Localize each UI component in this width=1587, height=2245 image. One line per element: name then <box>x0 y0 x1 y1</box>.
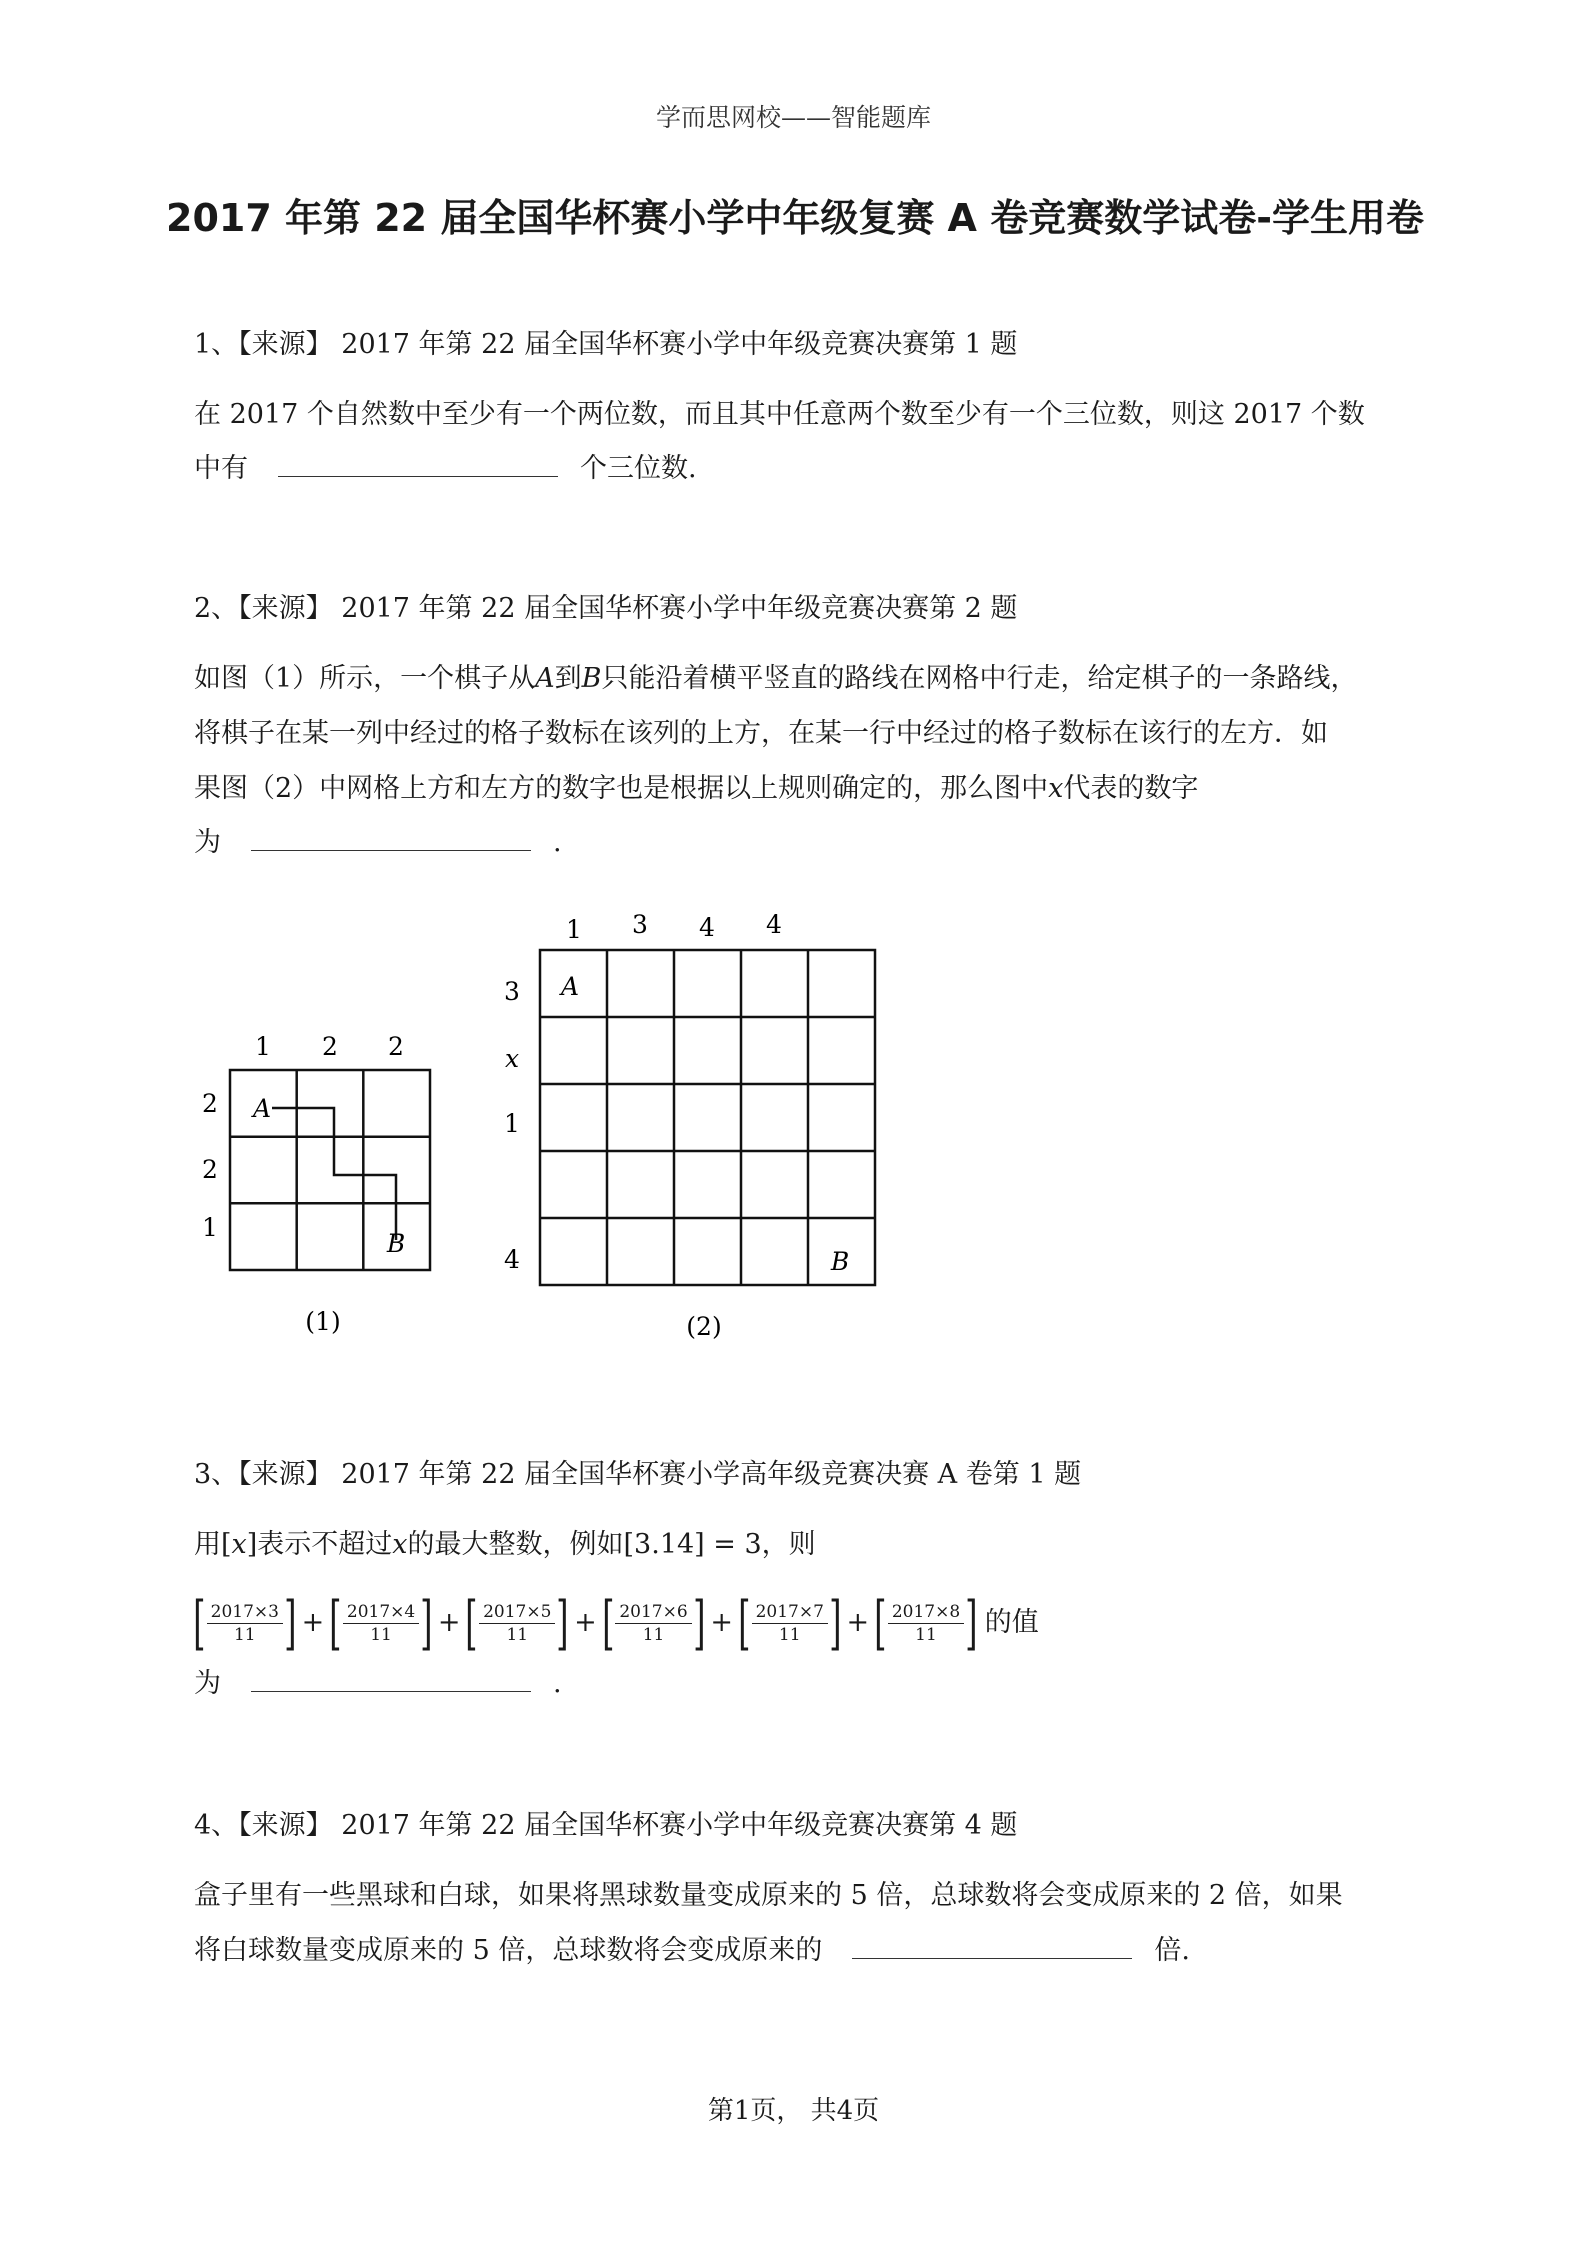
plus-sign: + <box>301 1607 325 1638</box>
q1-answer-blank[interactable] <box>278 450 558 477</box>
fig2-left-x: x <box>504 1044 520 1073</box>
q4-line2-post: 倍. <box>1154 1935 1190 1966</box>
q3-fraction: $\frac{2017\times 5}{11}$ <box>479 1601 555 1646</box>
fig2-label-b: B <box>830 1247 850 1276</box>
fig1-top-3: 2 <box>388 1032 404 1061</box>
plus-sign: + <box>437 1607 461 1638</box>
fig2-left-1: 3 <box>504 977 520 1006</box>
q4-text-line2 <box>194 1931 1414 1971</box>
q1-source: 1、【来源】 2017 年第 22 届全国华杯赛小学中年级竞赛决赛第 1 题 <box>194 329 1018 360</box>
q2-text-line2: 将棋子在某一列中经过的格子数标在该列的上方，在某一行中经过的格子数标在该行的左方．如 <box>194 718 1328 749</box>
fig1-left-3: 1 <box>202 1213 218 1242</box>
fig2-label-a: A <box>560 972 580 1001</box>
fig1-label-b: B <box>386 1229 406 1258</box>
fig1-label-a: A <box>252 1094 272 1123</box>
fig2-top-4: 4 <box>766 910 782 939</box>
q4-source: 4、【来源】 2017 年第 22 届全国华杯赛小学中年级竞赛决赛第 4 题 <box>194 1810 1018 1841</box>
q3-fraction: $\frac{2017\times 4}{11}$ <box>343 1601 419 1646</box>
q2-text-line3: 果图（2）中网格上方和左方的数字也是根据以上规则确定的，那么图中𝑥代表的数字 <box>194 773 1199 804</box>
fig1-left-2: 2 <box>202 1155 218 1184</box>
q2-answer-blank[interactable] <box>251 824 531 851</box>
fig2-top-2: 3 <box>632 910 648 939</box>
page-footer: 第1页， 共4页 <box>707 2096 880 2126</box>
fig2-caption: (2) <box>686 1312 722 1341</box>
fig2-top-3: 4 <box>699 913 715 942</box>
plus-sign: + <box>710 1607 733 1638</box>
q3-fraction: $\frac{2017\times 7}{11}$ <box>752 1601 828 1646</box>
fig2-top-1: 1 <box>566 915 582 944</box>
q3-expression: [ $\frac{2017\times 3}{11}$ ] + [ $\frac{2017\times 4}{11}$ ] + [ $\frac{2017\times 5}{11}$ ] + [ $\frac{2017\times 6}{11}$ ] + [ $\frac{2017\times 7}{11}$ ] + [ $\frac{2017\times 8}{11}$ ] 的值 <box>193 1589 1039 1657</box>
q2-text-line4 <box>194 823 1414 863</box>
q2-line4-pre: 为 <box>194 827 221 858</box>
q3-text-line3 <box>194 1664 1414 1704</box>
q3-fraction: $\frac{2017\times 6}{11}$ <box>615 1601 691 1646</box>
fig1-top-2: 2 <box>322 1032 338 1061</box>
q1-line2-post: 个三位数. <box>580 453 697 484</box>
q3-text-line1: 用[𝑥]表示不超过𝑥的最大整数，例如[3.14] = 3，则 <box>194 1529 816 1560</box>
q3-line3-post: . <box>553 1668 562 1699</box>
page-title: 2017 年第 22 届全国华杯赛小学中年级复赛 A 卷竞赛数学试卷-学生用卷 <box>166 196 1424 240</box>
q3-source: 3、【来源】 2017 年第 22 届全国华杯赛小学高年级竞赛决赛 A 卷第 1 题 <box>194 1459 1082 1490</box>
q2-line4-post: . <box>553 827 562 858</box>
plus-sign: + <box>574 1607 597 1638</box>
q4-line2-pre: 将白球数量变成原来的 5 倍，总球数将会变成原来的 <box>194 1935 823 1966</box>
q1-text-line1: 在 2017 个自然数中至少有一个两位数，而且其中任意两个数至少有一个三位数，则这 2017 个数 <box>194 399 1365 430</box>
q4-answer-blank[interactable] <box>852 1932 1132 1959</box>
page-header: 学而思网校——智能题库 <box>655 103 931 132</box>
fig1-path <box>272 1108 396 1240</box>
plus-sign: + <box>846 1607 870 1638</box>
q3-line3-pre: 为 <box>194 1668 221 1699</box>
q2-source: 2、【来源】 2017 年第 22 届全国华杯赛小学中年级竞赛决赛第 2 题 <box>194 593 1018 624</box>
q3-suffix: 的值 <box>984 1607 1039 1638</box>
q4-text-line1: 盒子里有一些黑球和白球，如果将黑球数量变成原来的 5 倍，总球数将会变成原来的 2 倍，如果 <box>194 1880 1343 1911</box>
q1-text-line2 <box>194 449 1414 489</box>
q3-answer-blank[interactable] <box>251 1665 531 1692</box>
fig1-caption: (1) <box>305 1307 341 1336</box>
q3-fraction: $\frac{2017\times 3}{11}$ <box>207 1601 283 1646</box>
q2-text-line1: 如图（1）所示，一个棋子从𝐴到𝐵只能沿着横平竖直的路线在网格中行走，给定棋子的一条路线， <box>194 663 1358 694</box>
q3-fraction: $\frac{2017\times 8}{11}$ <box>888 1601 964 1646</box>
fig1-top-1: 1 <box>255 1032 271 1061</box>
fig1-left-1: 2 <box>202 1089 218 1118</box>
figure-1 <box>190 1030 450 1350</box>
figure-2 <box>490 900 890 1350</box>
q1-line2-pre: 中有 <box>194 453 248 484</box>
fig2-left-5: 4 <box>504 1245 520 1274</box>
fig2-left-3: 1 <box>504 1109 520 1138</box>
